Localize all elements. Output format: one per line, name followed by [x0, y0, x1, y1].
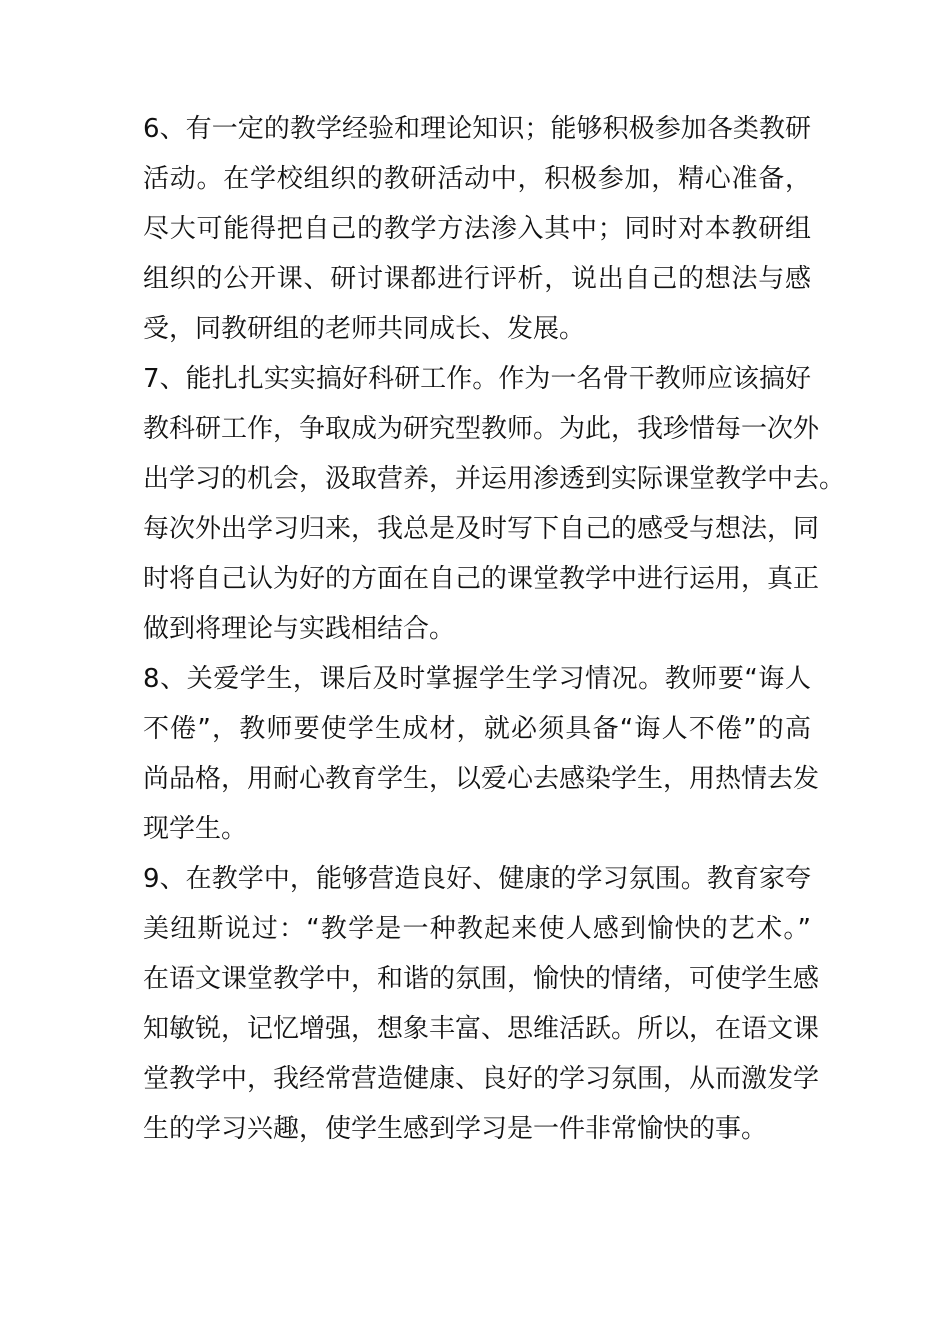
text-line: 组织的公开课、研讨课都进行评析，说出自己的想法与感: [143, 264, 811, 294]
text-line: 尚品格，用耐心教育学生，以爱心去感染学生，用热情去发: [143, 764, 820, 794]
text-line: 受，同教研组的老师共同成长、发展。: [143, 314, 586, 344]
text-line: 8、关爱学生，课后及时掌握学生学习情况。教师要“诲人: [143, 664, 811, 694]
text-line: 时将自己认为好的方面在自己的课堂教学中进行运用，真正: [143, 564, 820, 594]
paragraph-item-7: [143, 354, 846, 654]
text-line: 6、有一定的教学经验和理论知识；能够积极参加各类教研: [143, 114, 811, 144]
text-line: 出学习的机会，汲取营养，并运用渗透到实际课堂教学中去。: [143, 464, 846, 494]
paragraph-item-8: [143, 654, 820, 854]
text-line: 现学生。: [143, 814, 248, 844]
text-line: 在语文课堂教学中，和谐的氛围，愉快的情绪，可使学生感: [143, 964, 820, 994]
text-line: 生的学习兴趣，使学生感到学习是一件非常愉快的事。: [143, 1114, 768, 1144]
paragraph-item-9: [143, 854, 820, 1154]
text-line: 做到将理论与实践相结合。: [143, 614, 456, 644]
paragraph-item-6: [143, 104, 811, 354]
text-line: 知敏锐，记忆增强，想象丰富、思维活跃。所以，在语文课: [143, 1014, 820, 1044]
text-line: 每次外出学习归来，我总是及时写下自己的感受与想法，同: [143, 514, 820, 544]
text-line: 7、能扎扎实实搞好科研工作。作为一名骨干教师应该搞好: [143, 364, 811, 394]
text-line: 活动。在学校组织的教研活动中，积极参加，精心准备，: [143, 164, 811, 194]
text-line: 不倦”，教师要使学生成材，就必须具备“诲人不倦”的高: [143, 714, 811, 744]
text-line: 堂教学中，我经常营造健康、良好的学习氛围，从而激发学: [143, 1064, 820, 1094]
document-body: [143, 104, 846, 1154]
text-line: 9、在教学中，能够营造良好、健康的学习氛围。教育家夸: [143, 864, 811, 894]
text-line: 尽大可能得把自己的教学方法渗入其中；同时对本教研组: [143, 214, 811, 244]
text-line: 美纽斯说过：“教学是一种教起来使人感到愉快的艺术。”: [143, 914, 811, 944]
text-line: 教科研工作，争取成为研究型教师。为此，我珍惜每一次外: [143, 414, 820, 444]
